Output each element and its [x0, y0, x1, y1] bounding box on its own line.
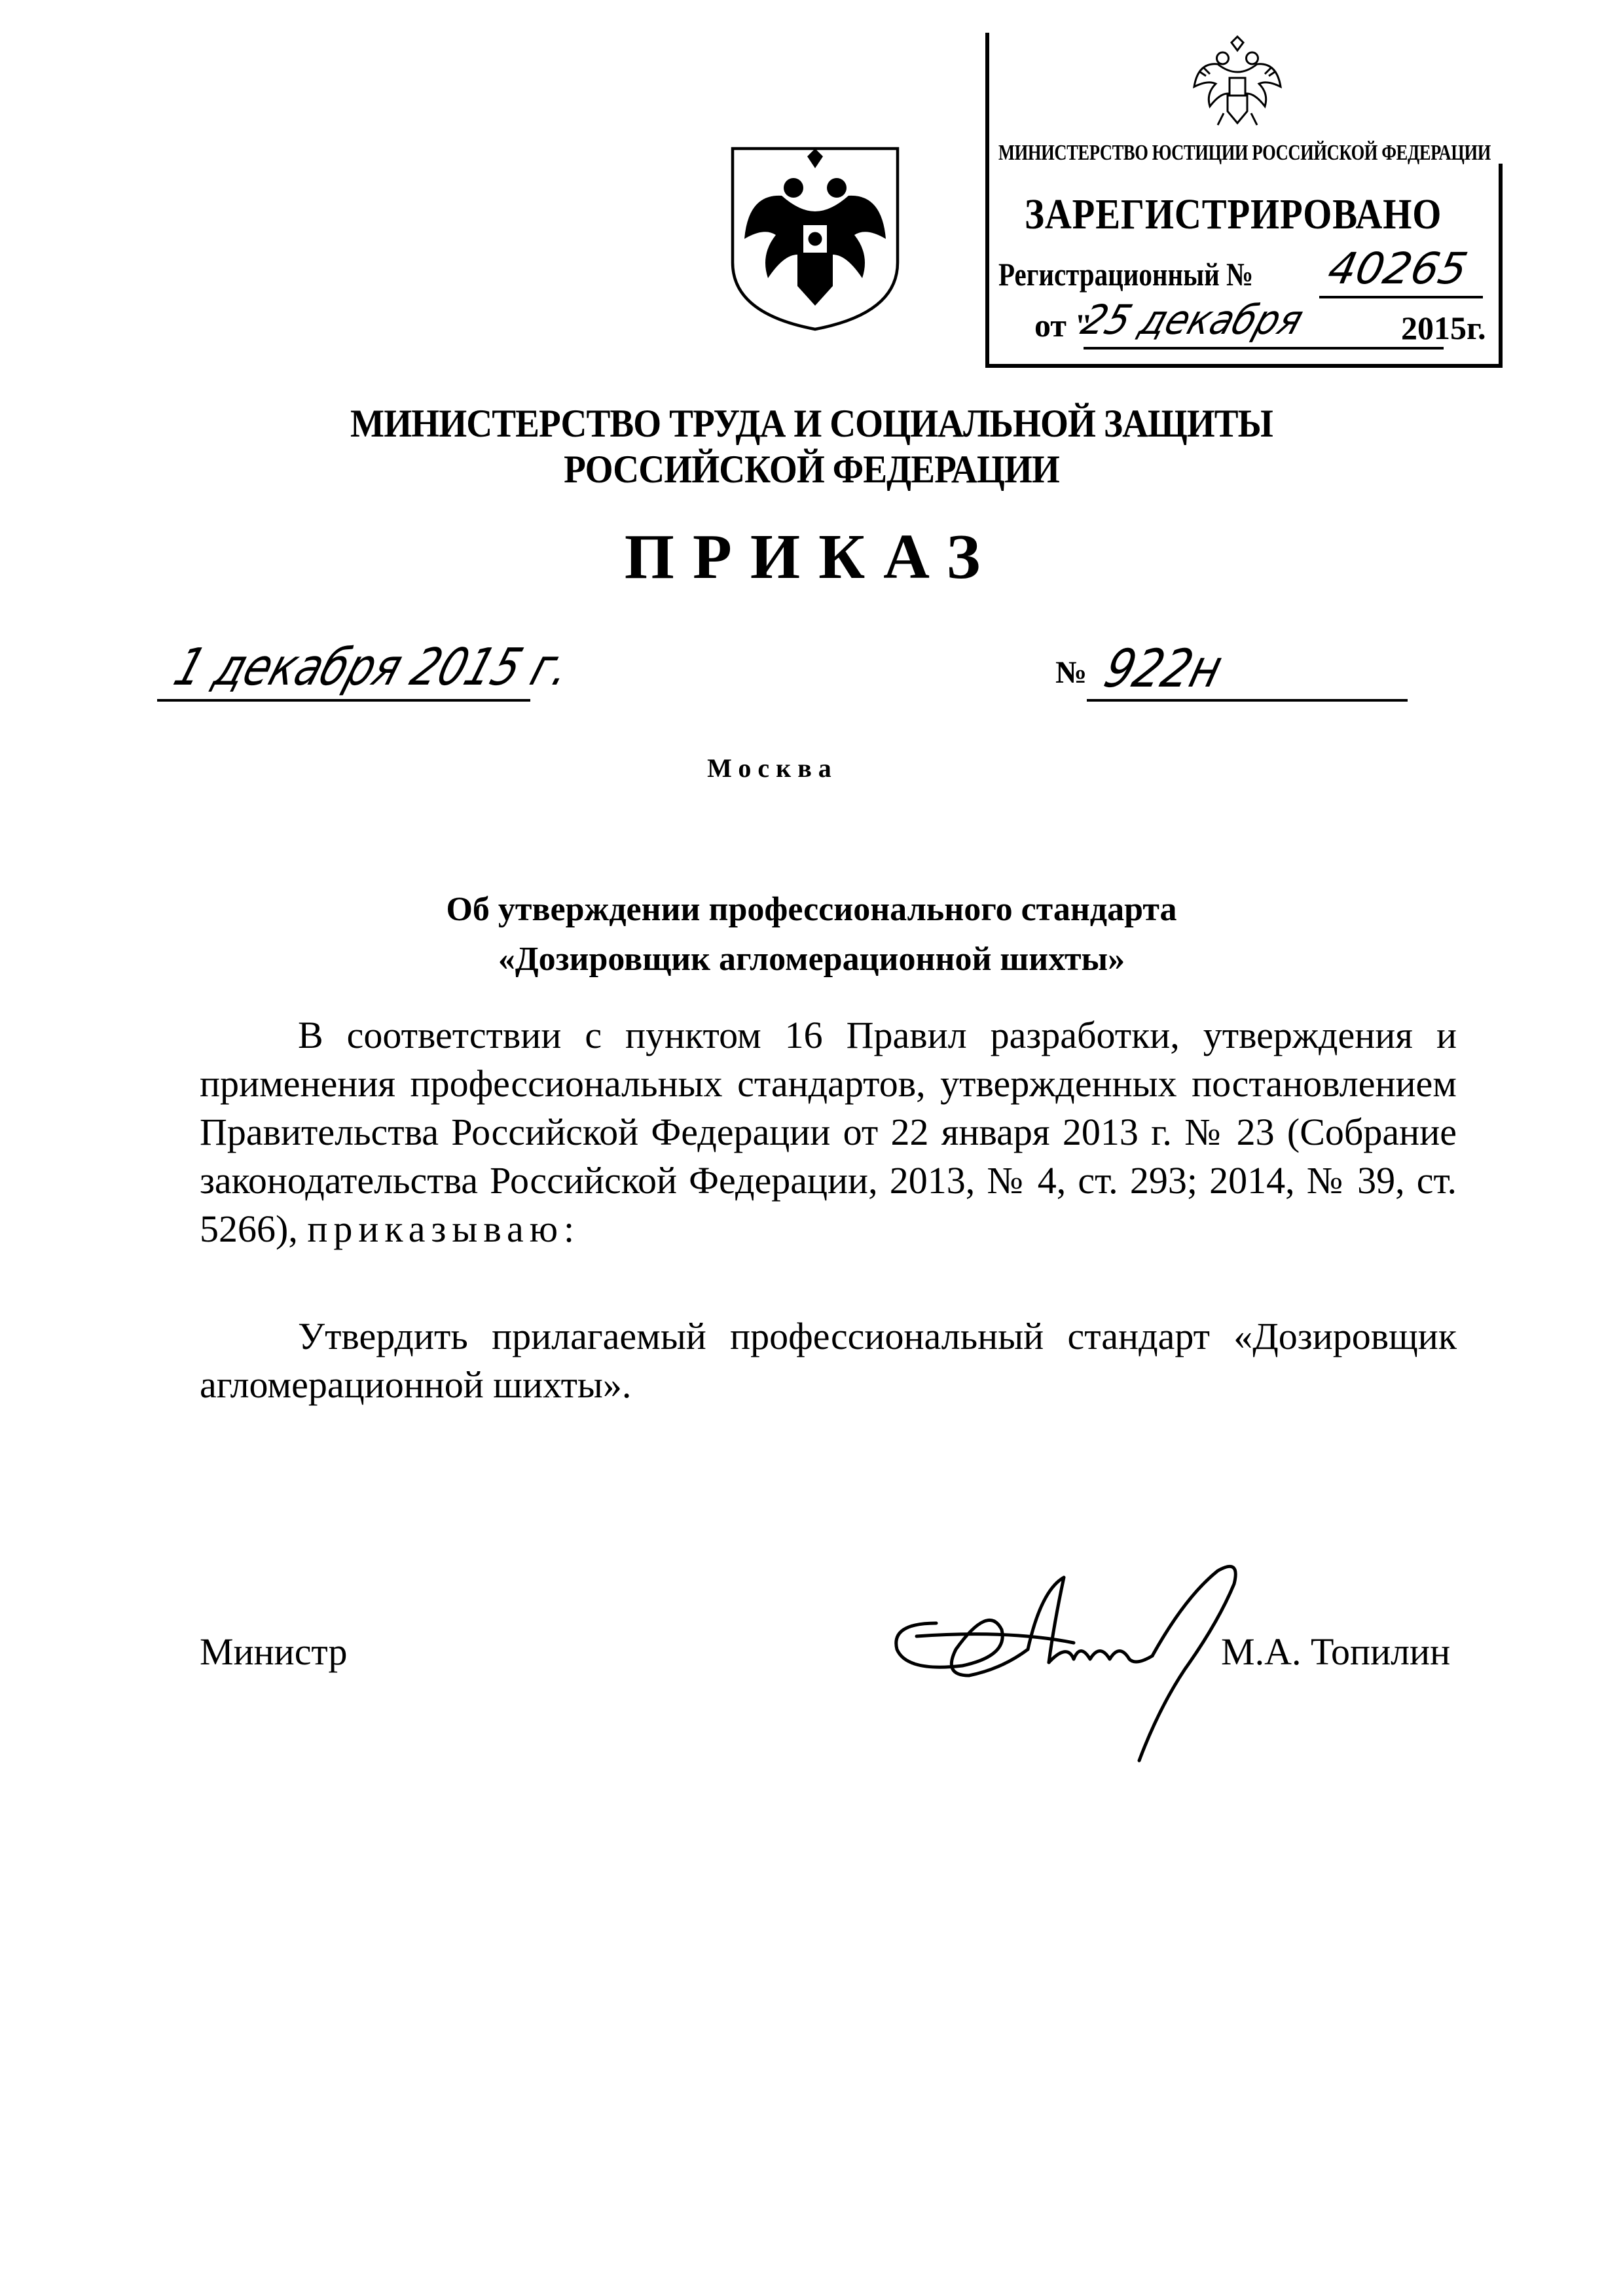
stamp-regnum-value: 40265	[1323, 243, 1472, 294]
body-paragraph-2: Утвердить прилагаемый профессиональный стандарт «Дозировщик агломерационной шихты».	[200, 1315, 1457, 1406]
stamp-date-underline	[1084, 347, 1444, 350]
city: Москва	[707, 753, 838, 783]
body-paragraph-1-text: В соответствии с пунктом 16 Правил разработки, утверждения и применения профессиональных стандартов, утвержденных постановлением Правительства Российской Федерации от 22 января 2013 г. № 23 (Собрание законодательства Российской Федерации, 2013, № 4, ст. 293; 2014, № 39, ст. 5266),	[200, 1014, 1457, 1250]
order-subject-line2: «Дозировщик агломерационной шихты»	[498, 941, 1125, 978]
order-title: ПРИКАЗ	[624, 522, 999, 592]
order-date: 1 декабря 2015 г.	[167, 638, 578, 697]
stamp-border-bottom	[985, 364, 1503, 368]
order-subject	[0, 885, 1623, 984]
order-number: 922н	[1098, 638, 1229, 699]
stamp-border-right	[1499, 164, 1503, 368]
order-body	[200, 1011, 1457, 1409]
stamp-registered-label: ЗАРЕГИСТРИРОВАНО	[1025, 190, 1442, 238]
ministry-heading	[0, 401, 1623, 492]
order-subject-line1: Об утверждении профессионального стандарта	[446, 891, 1177, 928]
stamp-ministry-name: МИНИСТЕРСТВО ЮСТИЦИИ РОССИЙСКОЙ ФЕДЕРАЦИИ	[998, 141, 1491, 165]
stamp-date-value: 25 декабря	[1076, 296, 1309, 344]
order-number-underline	[1087, 699, 1408, 702]
stamp-regnum-label: Регистрационный №	[998, 256, 1254, 293]
ministry-heading-line1: МИНИСТЕРСТВО ТРУДА И СОЦИАЛЬНОЙ ЗАЩИТЫ	[350, 402, 1273, 445]
registration-stamp	[985, 33, 1509, 373]
body-paragraph-1	[200, 1011, 1457, 1253]
order-directive: приказываю:	[307, 1208, 581, 1250]
stamp-regnum-underline	[1319, 296, 1483, 298]
signatory-title: Министр	[200, 1630, 348, 1673]
double-headed-eagle-icon	[1188, 33, 1286, 131]
stamp-from-label: от "	[1034, 307, 1093, 344]
order-number-label: №	[1055, 655, 1087, 690]
stamp-year-suffix: 2015г.	[1401, 310, 1486, 346]
ministry-heading-line2: РОССИЙСКОЙ ФЕДЕРАЦИИ	[564, 448, 1059, 491]
signatory-name: М.А. Топилин	[1221, 1630, 1451, 1673]
order-date-underline	[157, 699, 530, 702]
double-headed-eagle-shield-icon	[717, 141, 913, 337]
stamp-border-left	[985, 33, 989, 367]
